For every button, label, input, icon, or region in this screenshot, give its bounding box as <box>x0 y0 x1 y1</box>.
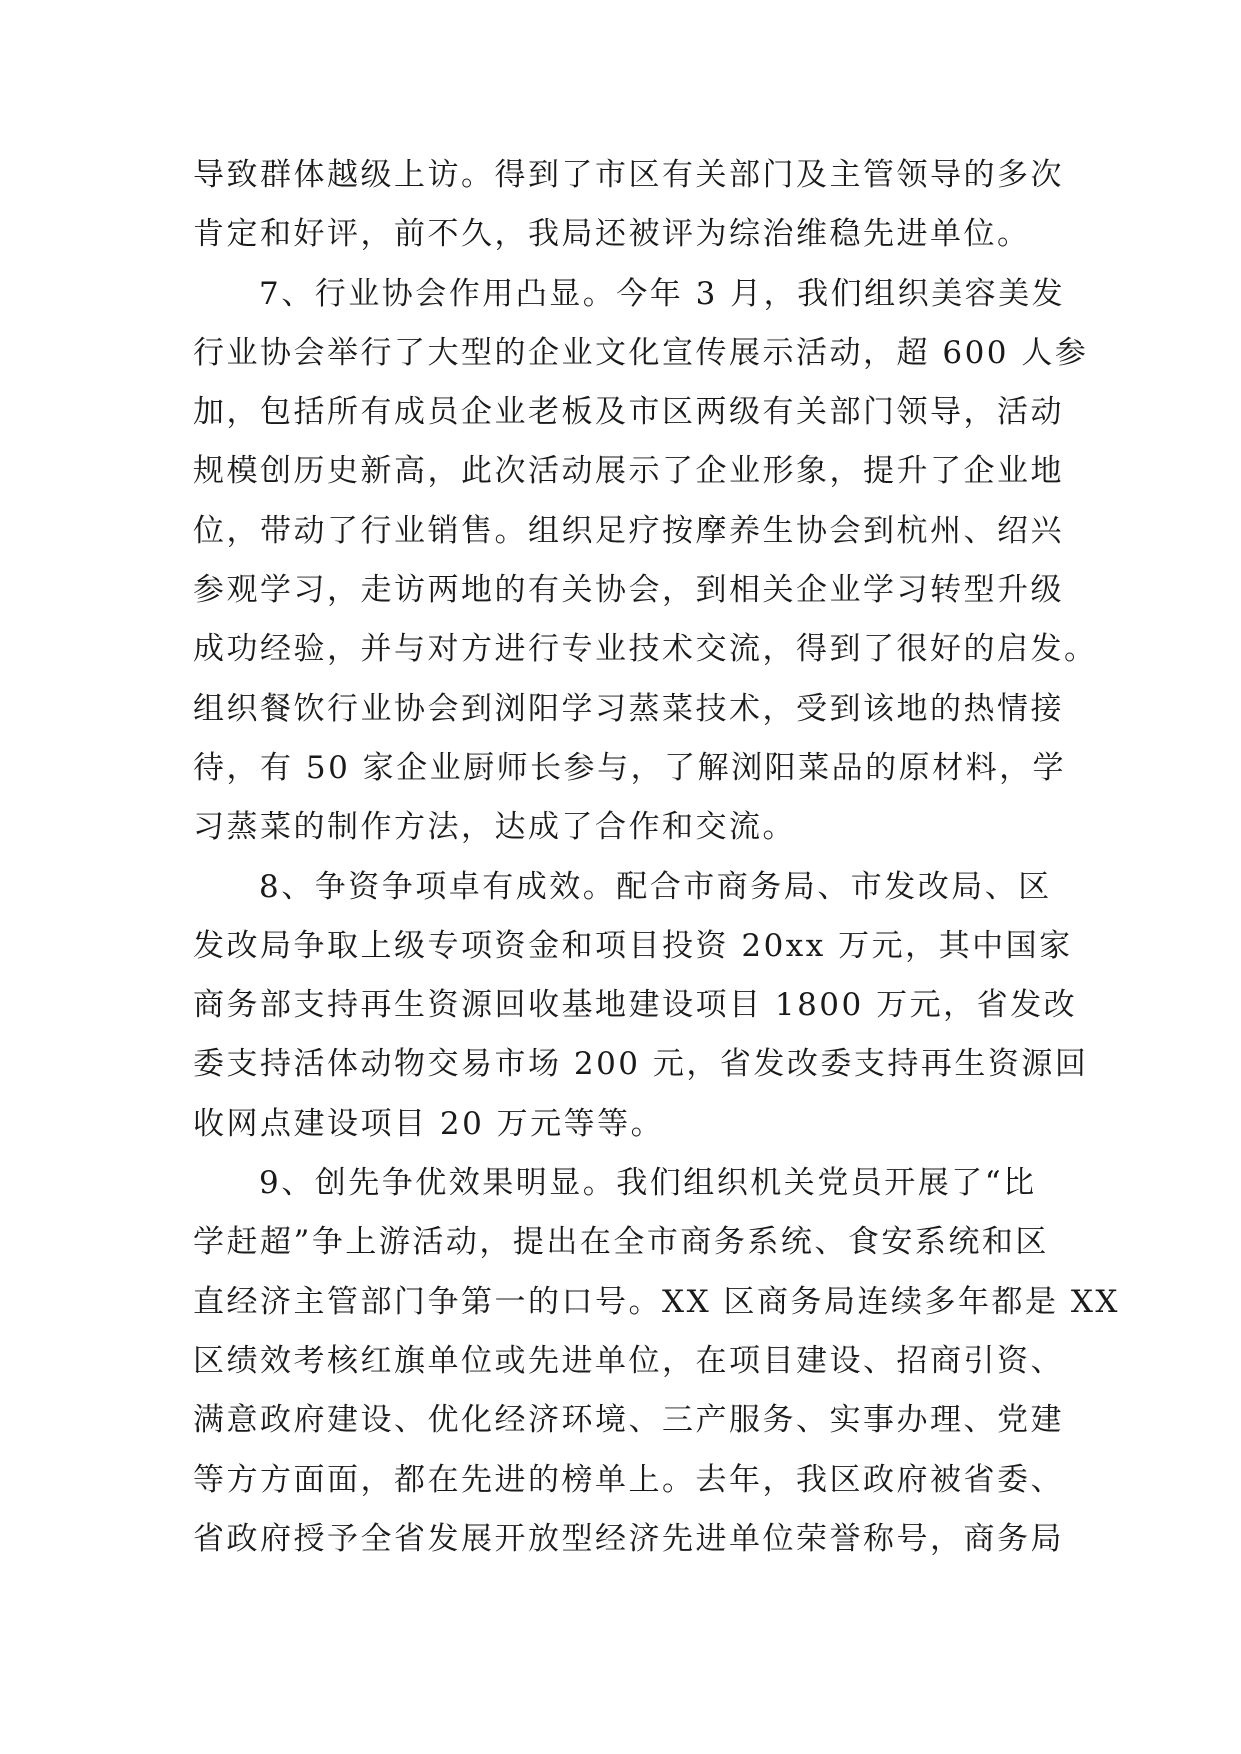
text-line: 行业协会举行了大型的企业文化宣传展示活动，超 600 人参 <box>193 334 1089 371</box>
text-line: 9、创先争优效果明显。我们组织机关党员开展了“比 <box>259 1165 1037 1202</box>
text-line: 委支持活体动物交易市场 200 元，省发改委支持再生资源回 <box>193 1046 1089 1083</box>
text-line: 省政府授予全省发展开放型经济先进单位荣誉称号，商务局 <box>193 1520 1064 1557</box>
text-line: 组织餐饮行业协会到浏阳学习蒸菜技术，受到该地的热情接 <box>193 690 1064 727</box>
text-line: 位，带动了行业销售。组织足疗按摩养生协会到杭州、绍兴 <box>193 512 1064 549</box>
text-line: 习蒸菜的制作方法，达成了合作和交流。 <box>193 809 796 846</box>
text-line: 满意政府建设、优化经济环境、三产服务、实事办理、党建 <box>193 1402 1064 1439</box>
text-line: 参观学习，走访两地的有关协会，到相关企业学习转型升级 <box>193 572 1064 609</box>
text-line: 规模创历史新高，此次活动展示了企业形象，提升了企业地 <box>193 453 1064 490</box>
text-line: 待，有 50 家企业厨师长参与，了解浏阳菜品的原材料，学 <box>193 749 1067 786</box>
text-line: 收网点建设项目 20 万元等等。 <box>193 1105 665 1142</box>
text-line: 8、争资争项卓有成效。配合市商务局、市发改局、区 <box>259 868 1052 905</box>
text-line: 导致群体越级上访。得到了市区有关部门及主管领导的多次 <box>193 157 1064 193</box>
text-line: 学赶超”争上游活动，提出在全市商务系统、食安系统和区 <box>193 1224 1049 1261</box>
body-text <box>193 146 1120 1569</box>
text-line: 发改局争取上级专项资金和项目投资 20xx 万元，其中国家 <box>193 927 1073 964</box>
text-line: 成功经验，并与对方进行专业技术交流，得到了很好的启发。 <box>193 631 1098 668</box>
text-line: 等方方面面，都在先进的榜单上。去年，我区政府被省委、 <box>193 1461 1064 1498</box>
text-line: 区绩效考核红旗单位或先进单位，在项目建设、招商引资、 <box>193 1342 1064 1379</box>
text-line: 加，包括所有成员企业老板及市区两级有关部门领导，活动 <box>193 394 1064 431</box>
text-line: 肯定和好评，前不久，我局还被评为综治维稳先进单位。 <box>193 216 1031 253</box>
text-line: 7、行业协会作用凸显。今年 3 月，我们组织美容美发 <box>259 275 1066 312</box>
text-line: 商务部支持再生资源回收基地建设项目 1800 万元，省发改 <box>193 987 1078 1024</box>
text-line: 直经济主管部门争第一的口号。XX 区商务局连续多年都是 XX <box>193 1283 1120 1320</box>
